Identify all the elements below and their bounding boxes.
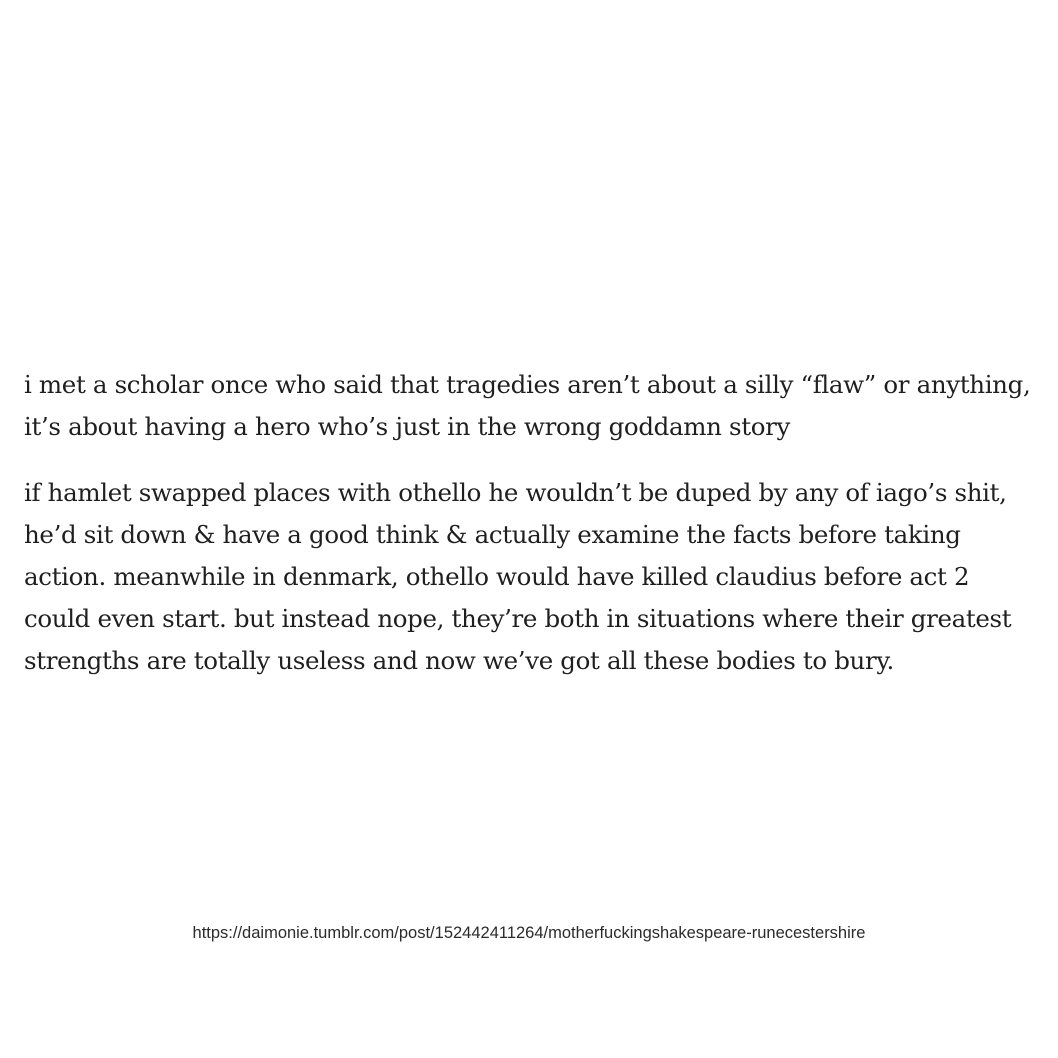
- post-paragraph-1: i met a scholar once who said that tragedies aren’t about a silly “flaw” or anything, it’s about having a hero who’s just in the wrong goddamn story: [24, 370, 1031, 441]
- source-url-link[interactable]: https://daimonie.tumblr.com/post/152442411264/motherfuckingshakespeare-runecestershire: [192, 924, 866, 942]
- post-paragraph-2: if hamlet swapped places with othello he wouldn’t be duped by any of iago’s shit, he’d sit down & have a good think & actually examine the facts before taking action. meanwhile in denmark, othello would have killed claudius before act 2 could even start. but instead nope, they’re both in situations where their greatest strengths are totally useless and now we’ve got all these bodies to bury.: [24, 478, 1012, 675]
- post-body: [24, 364, 1034, 682]
